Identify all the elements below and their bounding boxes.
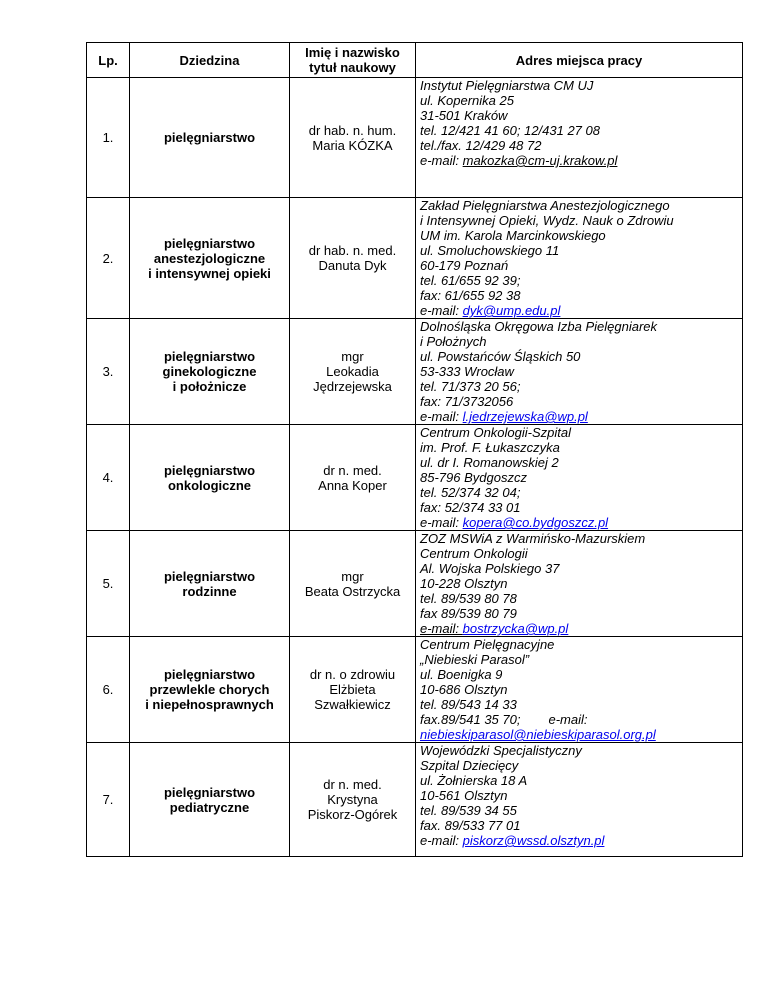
address-line: 31-501 Kraków [420,108,508,123]
person-fullname: Beata Ostrzycka [304,583,401,599]
address-line: ul. Kopernika 25 [420,93,514,108]
email-line [420,621,738,636]
field-line: onkologiczne [167,477,252,493]
field-line: pielęgniarstwo [163,130,256,145]
workplace-address [416,78,743,198]
email-link[interactable]: kopera@co.bydgoszcz.pl [462,515,609,530]
person-name [290,637,416,743]
address-line: Zakład Pielęgniarstwa Anestezjologicznego [420,198,670,213]
row-number: 4. [87,425,130,531]
field-name [130,198,290,319]
person-fullname: Anna Koper [318,477,387,493]
address-line: tel. 89/543 14 33 [420,697,517,712]
row-number: 6. [87,637,130,743]
field-line: ginekologiczne [162,364,257,379]
person-fullname: Krystyna [327,792,378,807]
table-row [87,531,743,637]
address-line: „Niebieski Parasol” [420,652,530,667]
address-line: ul. Powstańców Śląskich 50 [420,349,581,364]
address-line: Instytut Pielęgniarstwa CM UJ [420,78,594,93]
address-line: Wojewódzki Specjalistyczny [420,743,582,758]
email-label: e-mail: [548,712,588,727]
table-row [87,425,743,531]
table-row [87,743,743,857]
address-line: Centrum Onkologii-Szpital [420,425,572,440]
field-line: pielęgniarstwo [163,235,256,251]
table-row [87,198,743,319]
email-link[interactable]: l.jedrzejewska@wp.pl [462,409,588,424]
email-label: e-mail: [420,621,463,636]
address-line: tel. 12/421 41 60; 12/431 27 08 [420,123,600,138]
address-line: fax: 52/374 33 01 [420,500,521,515]
field-name [130,319,290,425]
address-line: fax. 89/533 77 01 [420,818,521,833]
workplace-address [416,198,743,319]
address-line [420,712,738,727]
email-label: e-mail: [420,303,463,318]
person-fullname: Leokadia [326,364,379,379]
address-line: 85-796 Bydgoszcz [420,470,527,485]
address-line: fax: 71/3732056 [420,394,514,409]
address-line: 10-561 Olsztyn [420,788,508,803]
person-title: dr n. med. [323,777,382,792]
address-line: Centrum Onkologii [420,546,528,561]
person-fullname: Szwałkiewicz [314,697,391,712]
email-line [420,727,738,742]
email-link[interactable]: dyk@ump.edu.pl [462,303,561,318]
specialists-table [86,42,743,857]
address-line: UM im. Karola Marcinkowskiego [420,228,606,243]
address-line: tel./fax. 12/429 48 72 [420,138,542,153]
address-line: tel. 89/539 34 55 [420,803,517,818]
address-line: Dolnośląska Okręgowa Izba Pielęgniarek [420,319,658,334]
fax-number: fax.89/541 35 70; [420,712,521,727]
email-label: e-mail: [420,833,463,848]
header-imie [290,43,416,78]
email-link[interactable]: bostrzycka@wp.pl [462,621,569,636]
person-title: dr hab. n. hum. [308,122,397,138]
field-line: i intensywnej opieki [148,265,271,281]
field-line: pediatryczne [169,799,250,815]
row-number: 2. [87,198,130,319]
header-imie-line1: Imię i nazwisko [305,45,400,60]
field-name [130,743,290,857]
email-link[interactable]: piskorz@wssd.olsztyn.pl [462,833,605,848]
person-title: mgr [341,568,364,584]
workplace-address [416,637,743,743]
field-line: pielęgniarstwo [163,349,256,364]
table-row [87,78,743,198]
header-imie-line2: tytuł naukowy [309,60,396,75]
person-name [290,319,416,425]
table-row [87,319,743,425]
person-fullname: Piskorz-Ogórek [307,807,398,822]
address-line: Al. Wojska Polskiego 37 [420,561,560,576]
person-fullname: Maria KÓZKA [312,137,393,153]
address-line: i Intensywnej Opieki, Wydz. Nauk o Zdrowiu [420,213,674,228]
table-header-row [87,43,743,78]
address-line: Centrum Pielęgnacyjne [420,637,555,652]
address-line: im. Prof. F. Łukaszczyka [420,440,560,455]
address-line: Szpital Dziecięcy [420,758,519,773]
person-name [290,425,416,531]
row-number: 7. [87,743,130,857]
field-line: pielęgniarstwo [163,568,256,584]
address-line: fax: 61/655 92 38 [420,288,521,303]
address-line: ul. Żołnierska 18 A [420,773,528,788]
address-line: 60-179 Poznań [420,258,509,273]
address-line: i Położnych [420,334,487,349]
email-line [420,153,738,168]
row-number: 1. [87,78,130,198]
person-name [290,743,416,857]
person-fullname: Jędrzejewska [313,379,392,394]
field-name [130,425,290,531]
field-line: pielęgniarstwo [163,462,256,478]
workplace-address [416,531,743,637]
field-line: rodzinne [182,583,237,599]
field-name [130,637,290,743]
person-name [290,78,416,198]
header-dziedzina: Dziedzina [130,43,290,78]
header-lp: Lp. [87,43,130,78]
field-line: anestezjologiczne [153,250,266,266]
email-line [420,515,738,530]
person-name [290,198,416,319]
workplace-address [416,425,743,531]
email-label: e-mail: [420,515,463,530]
row-number: 5. [87,531,130,637]
address-line: tel. 89/539 80 78 [420,591,517,606]
email-label: e-mail: [420,409,463,424]
table-row [87,637,743,743]
field-line: pielęgniarstwo [163,784,256,800]
address-line: tel. 52/374 32 04; [420,485,521,500]
field-line: przewlekle chorych [149,682,270,697]
address-line: ZOZ MSWiA z Warmińsko-Mazurskiem [420,531,646,546]
person-title: dr hab. n. med. [308,243,397,258]
address-line: 53-333 Wrocław [420,364,514,379]
workplace-address [416,319,743,425]
person-title: dr n. med. [323,462,382,478]
field-name [130,78,290,198]
address-line: 10-228 Olsztyn [420,576,508,591]
person-fullname: Elżbieta [329,682,376,697]
email-line [420,409,738,424]
address-line: 10-686 Olsztyn [420,682,508,697]
email-line [420,303,738,318]
person-title: dr n. o zdrowiu [309,667,396,682]
field-line: i położnicze [172,379,247,394]
person-fullname: Danuta Dyk [318,258,387,273]
header-adres: Adres miejsca pracy [416,43,743,78]
field-name [130,531,290,637]
address-line: ul. Smoluchowskiego 11 [420,243,560,258]
address-line: ul. dr I. Romanowskiej 2 [420,455,559,470]
email-address[interactable]: makozka@cm-uj.krakow.pl [462,153,618,168]
field-line: pielęgniarstwo [163,667,256,682]
address-line: fax 89/539 80 79 [420,606,517,621]
email-label: e-mail: [420,153,463,168]
address-line: tel. 71/373 20 56; [420,379,521,394]
person-title: mgr [341,349,364,364]
address-line: ul. Boenigka 9 [420,667,503,682]
email-line [420,833,738,848]
person-name [290,531,416,637]
workplace-address [416,743,743,857]
field-line: i niepełnosprawnych [145,697,274,712]
email-link[interactable]: niebieskiparasol@niebieskiparasol.org.pl [420,727,656,742]
address-line: tel. 61/655 92 39; [420,273,521,288]
row-number: 3. [87,319,130,425]
